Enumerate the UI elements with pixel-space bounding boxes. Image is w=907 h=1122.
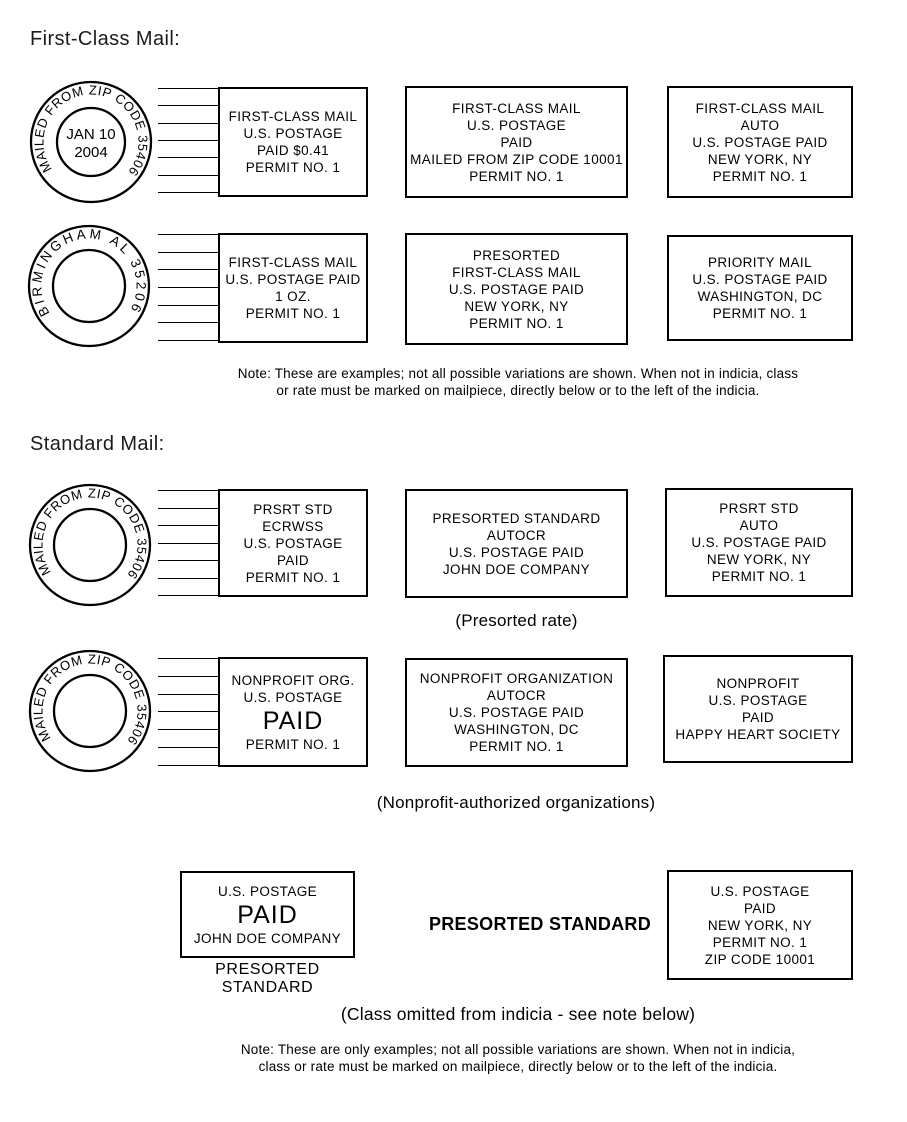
indicia-box-nonprofit-organization: NONPROFIT ORGANIZATION AUTOCR U.S. POSTAGE PAID WASHINGTON, DC PERMIT NO. 1 (405, 658, 628, 767)
indicia-box-paid-john-doe: U.S. POSTAGE PAID JOHN DOE COMPANY (180, 871, 355, 958)
circular-postmark-birmingham (26, 223, 152, 349)
postmark-inner-ring (54, 675, 126, 747)
cancellation-bars (158, 88, 218, 193)
postmark-inner-ring (54, 509, 126, 581)
circular-postmark-zipcode (27, 648, 153, 774)
indicia-box-presorted-standard-autocr: PRESORTED STANDARD AUTOCR U.S. POSTAGE PAID JOHN DOE COMPANY (405, 489, 628, 598)
indicia-box-prsrt-std-auto: PRSRT STD AUTO U.S. POSTAGE PAID NEW YORK, NY PERMIT NO. 1 (665, 488, 853, 597)
indicia-box-priority-mail: PRIORITY MAIL U.S. POSTAGE PAID WASHINGTON, DC PERMIT NO. 1 (667, 235, 853, 341)
label-presorted-standard-center: PRESORTED STANDARD (428, 914, 652, 934)
cancellation-bars (158, 658, 218, 766)
indicia-box-nonprofit-society: NONPROFIT U.S. POSTAGE PAID HAPPY HEART SOCIETY (663, 655, 853, 763)
indicia-box-presorted-firstclass: PRESORTED FIRST-CLASS MAIL U.S. POSTAGE PAID NEW YORK, NY PERMIT NO. 1 (405, 233, 628, 345)
cancellation-bars (158, 490, 218, 596)
indicia-box-prsrt-std-ecrwss: PRSRT STD ECRWSS U.S. POSTAGE PAID PERMIT NO. 1 (218, 489, 368, 597)
indicia-box-nonprofit-org: NONPROFIT ORG. U.S. POSTAGE PAID PERMIT NO. 1 (218, 657, 368, 767)
indicia-box-paid-zipcode: U.S. POSTAGE PAID NEW YORK, NY PERMIT NO. 1 ZIP CODE 10001 (667, 870, 853, 980)
indicia-box-firstclass-1oz: FIRST-CLASS MAIL U.S. POSTAGE PAID 1 OZ. PERMIT NO. 1 (218, 233, 368, 343)
postmark-ring-text: MAILED FROM ZIP CODE 35406 (30, 651, 150, 749)
caption-nonprofit-organizations: (Nonprofit-authorized organizations) (376, 793, 656, 812)
section-heading-standard: Standard Mail: (30, 433, 165, 455)
postmark-ring-text: BIRMINGHAM AL 35206 (29, 226, 149, 320)
cancellation-bars (158, 234, 218, 341)
note-standard: Note: These are only examples; not all possible variations are shown. When not in indicia, class or rate must be marked on mailpiece, directly below or to the left of the indicia. (240, 1042, 796, 1074)
postmark-inner-ring (53, 250, 125, 322)
postmark-date-line2: 2004 (74, 144, 108, 161)
postmark-date-line1: JAN 10 (66, 126, 116, 143)
caption-class-omitted: (Class omitted from indicia - see note below) (340, 1004, 696, 1024)
indicia-box-firstclass-zipcode: FIRST-CLASS MAIL U.S. POSTAGE PAID MAILED FROM ZIP CODE 10001 PERMIT NO. 1 (405, 86, 628, 198)
circular-postmark-zipcode (27, 482, 153, 608)
caption-presorted-rate: (Presorted rate) (455, 611, 578, 630)
postmark-ring-text: MAILED FROM ZIP CODE 35406 (31, 82, 151, 180)
label-presorted-standard-below-box: PRESORTED STANDARD (215, 961, 320, 996)
section-heading-first-class: First-Class Mail: (30, 28, 181, 50)
indicia-box-firstclass-permit: FIRST-CLASS MAIL U.S. POSTAGE PAID $0.41 PERMIT NO. 1 (218, 87, 368, 197)
circular-postmark-dated (28, 79, 154, 205)
note-first-class: Note: These are examples; not all possible variations are shown. When not in indicia, class or rate must be marked on mailpiece, directly below or to the left of the indicia. (237, 366, 799, 398)
indicia-box-firstclass-auto: FIRST-CLASS MAIL AUTO U.S. POSTAGE PAID NEW YORK, NY PERMIT NO. 1 (667, 86, 853, 198)
postmark-ring-text: MAILED FROM ZIP CODE 35406 (30, 485, 150, 583)
